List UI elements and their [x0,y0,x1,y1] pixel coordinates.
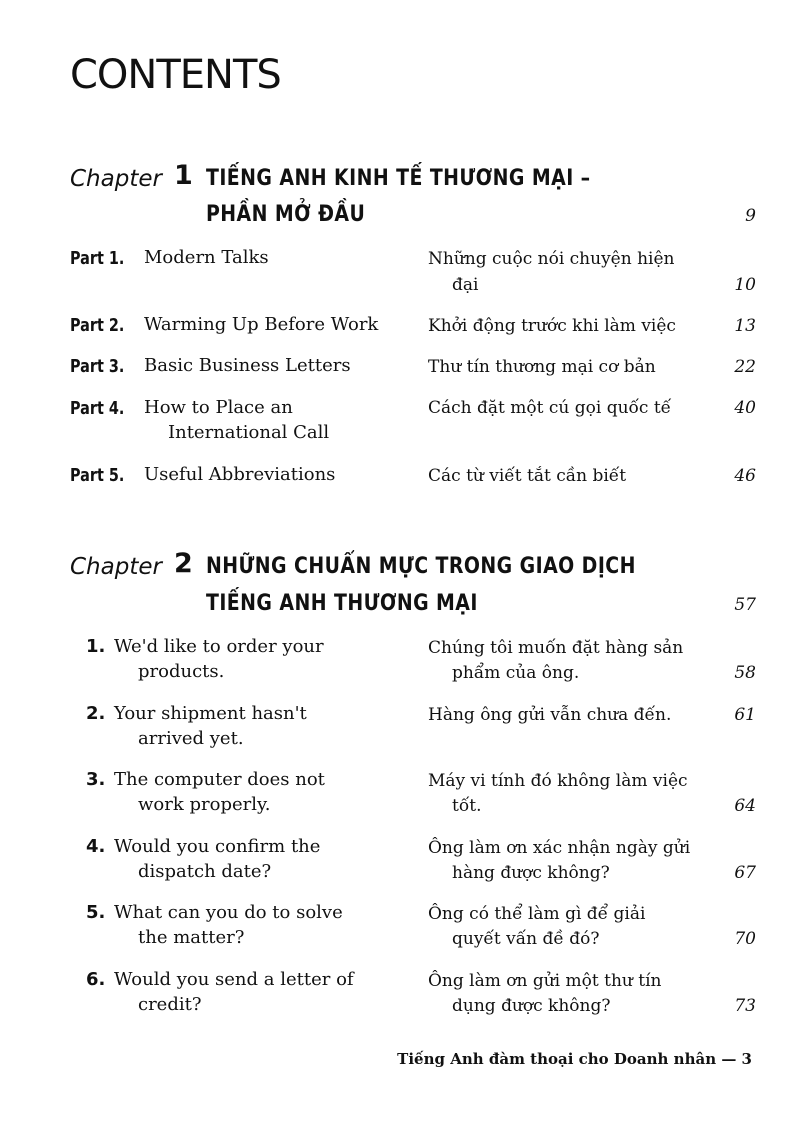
page-title: CONTENTS [70,52,281,98]
part-title-vi: Cách đặt một cú gọi quốc tế [428,398,672,418]
part-page: 46 [734,466,756,486]
item-number: 3. [86,769,106,790]
item-title-vi: Chúng tôi muốn đặt hàng sản [428,638,684,658]
item-title-en: Your shipment hasn't [114,703,307,724]
item-title-vi: Hàng ông gửi vẫn chưa đến. [428,705,672,725]
item-title-en: Would you confirm the [114,836,321,857]
item-title-vi: Ông làm ơn gửi một thư tín [428,971,662,991]
chapter-2-page: 57 [734,595,756,615]
chapter-1-word: Chapter [70,166,162,192]
item-page: 61 [734,705,756,725]
item-title-vi-cont: quyết vấn đề đó? [452,929,600,949]
part-title-en: Modern Talks [144,247,269,268]
chapter-1-page: 9 [745,206,756,226]
item-page: 64 [734,796,756,816]
item-page: 73 [734,996,756,1016]
item-title-vi-cont: hàng được không? [452,863,610,883]
item-title-vi-cont: phẩm của ông. [452,663,580,683]
part-title-en: Useful Abbreviations [144,464,336,485]
item-title-en: The computer does not [114,769,325,790]
part-title-vi: Các từ viết tắt cần biết [428,466,627,486]
chapter-1-number: 1 [174,160,193,191]
item-title-en: What can you do to solve [114,902,343,923]
item-number: 4. [86,836,106,857]
chapter-1-title-line2: PHẦN MỞ ĐẦU [206,202,366,227]
item-title-en: Would you send a letter of [114,969,354,990]
part-page: 13 [734,316,756,336]
item-page: 58 [734,663,756,683]
item-title-vi-cont: dụng được không? [452,996,611,1016]
part-page: 10 [734,275,756,295]
item-number: 2. [86,703,106,724]
item-title-en-cont: credit? [138,994,202,1015]
item-number: 1. [86,636,106,657]
item-page: 67 [734,863,756,883]
part-label: Part 1. [70,248,125,269]
chapter-2-number: 2 [174,548,193,579]
part-title-en: How to Place an [144,397,293,418]
chapter-2-title-line1: NHỮNG CHUẨN MỰC TRONG GIAO DỊCH [206,554,636,579]
item-title-en: We'd like to order your [114,636,324,657]
page-footer: Tiếng Anh đàm thoại cho Doanh nhân — 3 [397,1050,752,1068]
item-title-vi: Ông có thể làm gì để giải [428,904,646,924]
part-label: Part 3. [70,356,125,377]
part-title-vi-cont: đại [452,275,479,295]
part-page: 22 [734,357,756,377]
part-title-en: Warming Up Before Work [144,314,379,335]
item-title-vi: Máy vi tính đó không làm việc [428,771,688,791]
part-title-en-cont: International Call [168,422,330,443]
part-title-vi: Những cuộc nói chuyện hiện [428,249,675,269]
part-label: Part 4. [70,398,125,419]
item-page: 70 [734,929,756,949]
chapter-2-word: Chapter [70,554,162,580]
item-title-en-cont: products. [138,661,225,682]
part-title-en: Basic Business Letters [144,355,351,376]
item-number: 6. [86,969,106,990]
item-title-vi-cont: tốt. [452,796,482,816]
part-label: Part 5. [70,465,125,486]
item-title-en-cont: work properly. [138,794,271,815]
item-number: 5. [86,902,106,923]
item-title-en-cont: arrived yet. [138,728,244,749]
item-title-en-cont: the matter? [138,927,245,948]
item-title-vi: Ông làm ơn xác nhận ngày gửi [428,838,691,858]
item-title-en-cont: dispatch date? [138,861,272,882]
part-page: 40 [734,398,756,418]
chapter-1-title-line1: TIẾNG ANH KINH TẾ THƯƠNG MẠI – [206,166,591,191]
chapter-2-title-line2: TIẾNG ANH THƯƠNG MẠI [206,591,478,616]
part-label: Part 2. [70,315,125,336]
part-title-vi: Thư tín thương mại cơ bản [428,357,656,377]
part-title-vi: Khởi động trước khi làm việc [428,316,676,336]
